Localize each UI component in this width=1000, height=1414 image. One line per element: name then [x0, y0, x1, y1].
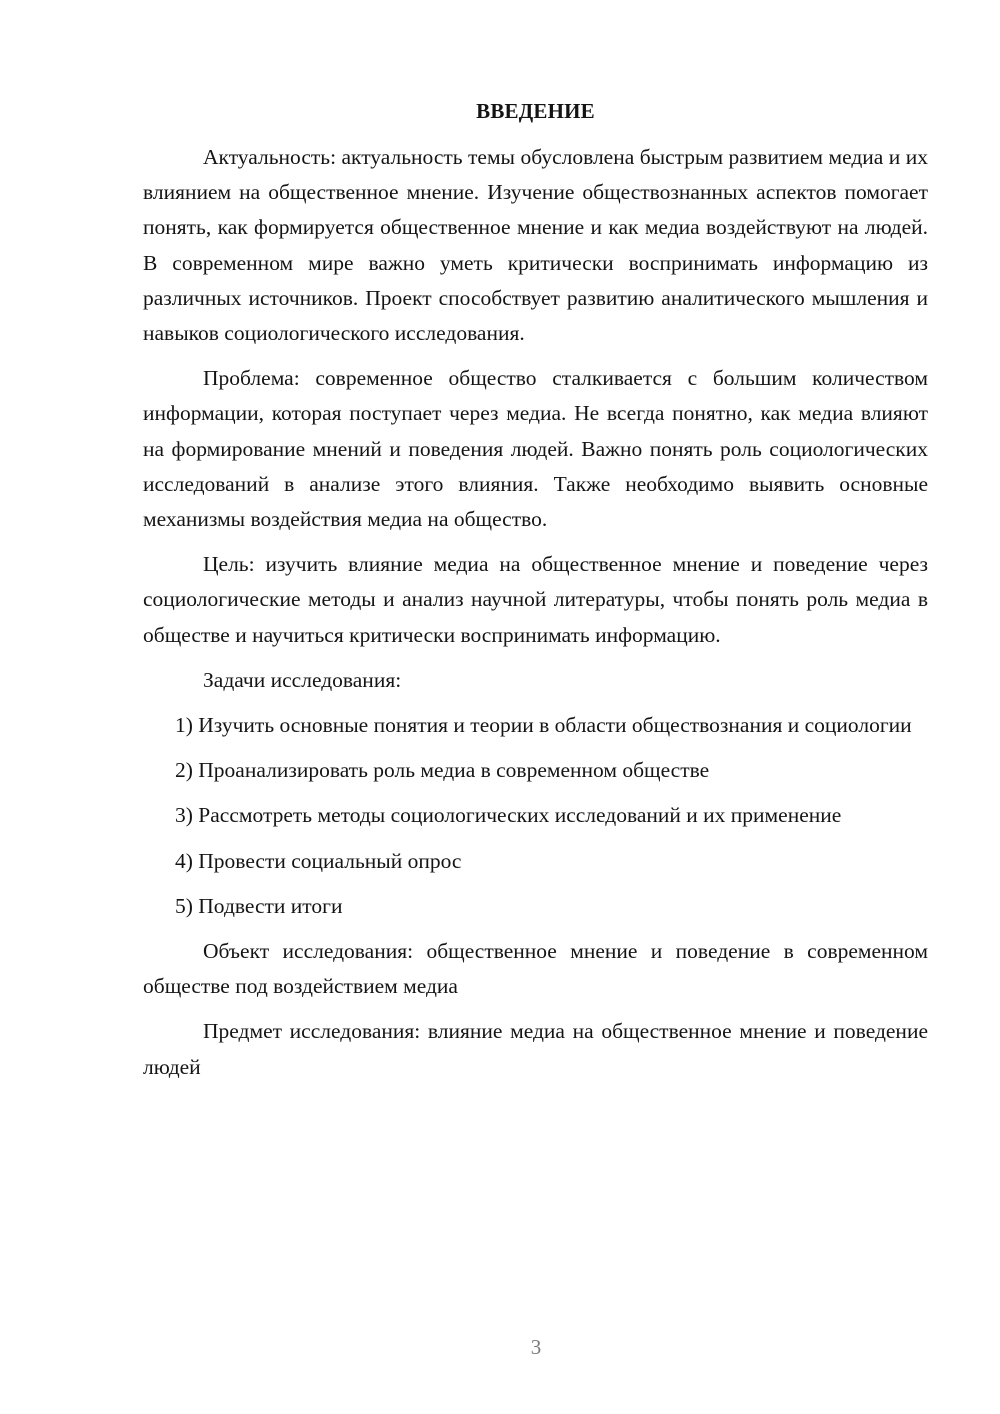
task-item-1: 1) Изучить основные понятия и теории в области обществознания и социологии: [175, 713, 912, 738]
task-item-3: 3) Рассмотреть методы социологических исследований и их применение: [175, 803, 842, 828]
goal-paragraph: Цель: изучить влияние медиа на общественное мнение и поведение через социологические методы и анализ научной литературы, чтобы понять роль медиа в обществе и научиться критически воспринимать информацию.: [143, 552, 928, 647]
page-number: 3: [530, 1335, 542, 1359]
task-item-2: 2) Проанализировать роль медиа в современном обществе: [175, 758, 710, 783]
problem-paragraph: Проблема: современное общество сталкивается с большим количеством информации, которая поступает через медиа. Не всегда понятно, как медиа влияют на формирование мнений и поведения людей. Важно понять роль социологических исследований в анализе этого влияния. Также необходимо выявить основные механизмы воздействия медиа на общество.: [143, 366, 928, 532]
task-item-4: 4) Провести социальный опрос: [175, 848, 462, 873]
page-content: [143, 95, 928, 1095]
relevance-paragraph: Актуальность: актуальность темы обусловлена быстрым развитием медиа и их влиянием на общественное мнение. Изучение обществознанных аспектов помогает понять, как формируется общественное мнение и как медиа воздействуют на людей. В современном мире важно уметь критически воспринимать информацию из различных источников. Проект способствует развитию аналитического мышления и навыков социологического исследования.: [143, 145, 928, 346]
object-paragraph: Объект исследования: общественное мнение и поведение в современном обществе под воздействием медиа: [143, 939, 928, 999]
task-item-5: 5) Подвести итоги: [175, 893, 343, 918]
section-heading: ВВЕДЕНИЕ: [476, 99, 595, 123]
subject-paragraph: Предмет исследования: влияние медиа на общественное мнение и поведение людей: [143, 1019, 928, 1079]
tasks-title: Задачи исследования:: [203, 667, 402, 692]
